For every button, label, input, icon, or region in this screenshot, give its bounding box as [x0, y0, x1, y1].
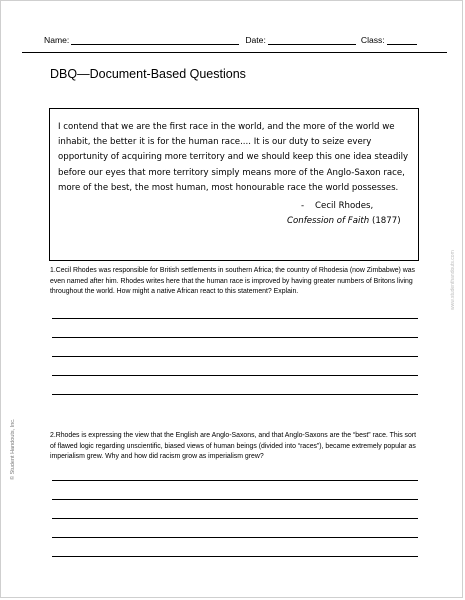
question-2: 2.Rhodes is expressing the view that the English are Anglo-Saxons, and that Anglo-Saxons are the “best” race. This sort of flawed logic regarding unscientific, biased views of human beings (divided into “races”), became extremely popular as imperialism grew. Why and how did racism grow as imperialism grew?: [50, 432, 417, 460]
answer-line-2c[interactable]: [52, 518, 418, 519]
answer-line-2e[interactable]: [52, 556, 418, 557]
class-label: Class:: [360, 35, 385, 45]
quote-text: I contend that we are the first race in the world, and the more of the world we inhabit, the better it is for the human race.... It is our duty to seize every opportunity of acquiring more territory and we should keep this one idea steadily before our eyes that more territory simply means more of the Anglo-Saxon race, more of the best, the most human, most honourable race the world possesses.: [58, 122, 409, 193]
page-title: DBQ—Document-Based Questions: [50, 67, 246, 81]
date-blank-line[interactable]: [268, 35, 356, 45]
watermark-url: www.studenthandouts.com: [450, 250, 456, 310]
answer-line-1d[interactable]: [52, 375, 418, 376]
name-label: Name:: [44, 35, 70, 45]
header-rule: [22, 52, 447, 53]
date-label: Date:: [245, 35, 266, 45]
answer-line-2d[interactable]: [52, 537, 418, 538]
answer-line-1b[interactable]: [52, 337, 418, 338]
answer-line-1c[interactable]: [52, 356, 418, 357]
name-blank-line[interactable]: [71, 35, 239, 45]
class-blank-line[interactable]: [387, 35, 417, 45]
quote-author: [301, 201, 373, 211]
answer-line-1a[interactable]: [52, 318, 418, 319]
answer-line-2b[interactable]: [52, 499, 418, 500]
quote-work-year: (1877): [369, 216, 401, 226]
copyright-notice: © Student Handouts, Inc.: [10, 418, 16, 480]
question-1: 1.Cecil Rhodes was responsible for British settlements in southern Africa; the country of Rhodesia (now Zimbabwe) was even named after him. Rhodes writes here that the human race is improved by having greater numbers of Britons living throughout the world. How might a native African react to this statement? Explain.: [50, 267, 415, 295]
header-row: [44, 31, 424, 45]
quote-author-dash: -: [301, 201, 305, 211]
quote-work-title: Confession of Faith: [287, 216, 370, 226]
quote-source: [287, 216, 401, 226]
quote-author-name: Cecil Rhodes,: [315, 201, 374, 211]
answer-line-1e[interactable]: [52, 394, 418, 395]
answer-line-2a[interactable]: [52, 480, 418, 481]
